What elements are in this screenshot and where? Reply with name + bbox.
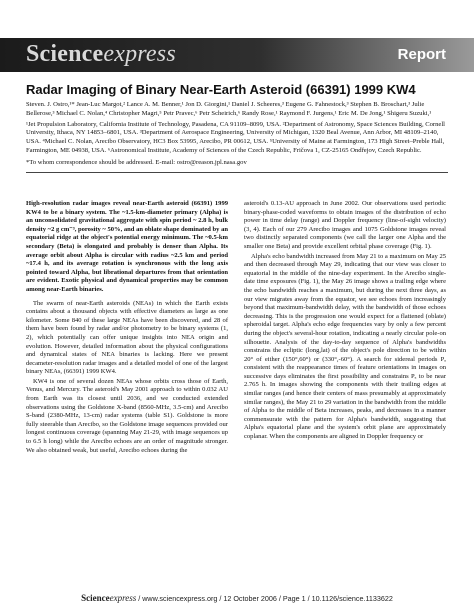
section-label: Report	[397, 46, 446, 63]
journal-logo	[26, 41, 176, 68]
logo-express: express	[103, 41, 176, 67]
article-body	[26, 200, 448, 576]
body-paragraph: KW4 is one of several dozen NEAs whose orbits cross those of Earth, Venus, and Mercury. The asteroid's May 2001 approach to within 0.032 AU from Earth was its closest until 2036, and we conducted extended observations using the Goldstone X-band (8560-MHz, 3.5-cm) and Arecibo S-band (2380-MHz, 13-cm) radar systems (table S1). Goldstone is more fully steerable than Arecibo, so the Goldstone image sequences provided our longest continuous coverage (spanning May 21-29, with image sequences up to 6.5 h long) while the Arecibo echoes are an order of magnitude stronger. We also obtained weak, but useful, Arecibo echoes during the	[26, 377, 228, 454]
page-footer	[0, 593, 474, 603]
footer-logo-science: Science	[81, 593, 110, 603]
footer-logo	[81, 593, 136, 603]
logo-science: Science	[26, 41, 104, 67]
header-divider	[26, 172, 448, 173]
footer-citation: / www.sciencexpress.org / 12 October 2006 / Page 1 / 10.1126/science.1133622	[136, 594, 393, 603]
correspondence-note: *To whom correspondence should be addressed. E-mail: ostro@reason.jpl.nasa.gov	[26, 158, 247, 166]
abstract: High-resolution radar images reveal near-Earth asteroid (66391) 1999 KW4 to be a binary system. The ~1.5-km-diameter primary (Alpha) is an unconsolidated gravitational aggregate with spin period ~ 2.8 h, bulk density ~2 g cm⁻³, porosity ~ 50%, and an oblate shape dominated by an equatorial ridge at the object's potential energy minimum. The ~0.5-km secondary (Beta) is elongated and probably is denser than Alpha. Its average orbit about Alpha is circular with radius ~2.5 km and period ~17.4 h, and its average rotation is synchronous with the long axis pointed toward Alpha, but librational departures from that orientation are evident. Exotic physical and dynamical properties may be common among near-Earth binaries.	[26, 200, 228, 293]
body-paragraph: Alpha's echo bandwidth increased from May 21 to a maximum on May 25 and then decreased through May 29, indicating that our view was closer to equatorial in the middle of the nine-day experiment. In the Arecibo single-date time exposures (Fig. 1), the May 26 image shows a trailing edge where the echo bandwidth reaches a maximum, but during the next three days, as our view migrates away from the equator, we see echoes from increasingly beyond that maximum-bandwidth delay, with the bandwidth of those echoes decreasing. This is the progression one would expect for a flattened (oblate) spheroidal target. Alpha's echo edge frequencies vary by only a few percent during the object's several-hour rotation, indicating a nearly circular pole-on silhouette. Analysis of the day-to-day sequence of Alpha's bandwidths constrains the ecliptic (long,lat) of the object's pole direction to be within 20° of either (150°,60°) or (330°,-60°). A search for sidereal periods Pₐ consistent with the reappearance times of feature orientations in images on successive days eliminates the first possibility and constrains Pₐ to be near 2.765 h. In images showing the components with their trailing edges at similar ranges (and hence their centers of mass presumably at approximately similar ranges), the May 21 to 29 variation in the bandwidth from the middle of Alpha to the middle of Beta increases, peaks, and decreases in a manner commensurate with the pattern for Alpha's bandwidth, suggesting that Alpha's equatorial plane and the system's orbit plane are approximately coplanar. When the components are aligned in Doppler frequency or	[244, 252, 446, 441]
author-list: Steven. J. Ostro,¹* Jean-Luc Margot,² Lance A. M. Benner,¹ Jon D. Giorgini,¹ Daniel J. Scheeres,³ Eugene G. Fahnestock,³ Stephen B. Broschart,³ Julie Bellerose,³ Michael C. Nolan,⁴ Christopher Magri,⁵ Petr Pravec,⁶ Petr Scheirich,⁶ Randy Rose,¹ Raymond F. Jurgens,¹ Eric M. De Jong,¹ Shigeru Suzuki,¹	[26, 101, 432, 117]
body-paragraph: The swarm of near-Earth asteroids (NEAs) in which the Earth exists contains about a thousand objects with effective diameters as large as one kilometer. Some 840 of these large NEAs have been discovered, and 28 of them have been found by radar and/or photometry to be binary systems (1, 2), which potentially can offer unique insights into NEA origin and evolution. However, detailed information about the physical configurations and dynamical states of NEA binaries is lacking. Here we present decameter-resolution radar images and a detailed model of one of the largest binary NEAs, (66391) 1999 KW4.	[26, 299, 228, 376]
body-paragraph: asteroid's 0.13-AU approach in June 2002. Our observations used periodic binary-phase-coded waveforms to obtain images of the distribution of echo power in time delay (range) and Doppler frequency (line-of-sight velocity) (3, 4). Each of our 279 Arecibo images and 1075 Goldstone images reveal two distinctly separated components (we call the larger one Alpha and the smaller one Beta) and provide excellent orbital phase coverage (Fig. 1).	[244, 200, 446, 250]
article-title: Radar Imaging of Binary Near-Earth Asteroid (66391) 1999 KW4	[26, 82, 416, 97]
right-column	[244, 200, 446, 443]
footer-logo-express: express	[109, 593, 137, 603]
article-header	[26, 82, 448, 176]
left-column	[26, 200, 228, 456]
affiliations: ¹Jet Propulsion Laboratory, California Institute of Technology, Pasadena, CA 91109–8099, USA. ²Department of Astronomy, Space Sciences Building, Cornell University, Ithaca, NY 14853–6801, USA. ³Department of Aerospace Engineering, University of Michigan, 1320 Beal Avenue, Ann Arbor, MI 48109–2140, USA. ⁴Michael C. Nolan, Arecibo Observatory, HC3 Box 53995, Arecibo, PR 00612, USA. ⁵University of Maine at Farmington, 173 High Street–Preble Hall, Farmington, ME 04938, USA. ⁶Astronomical Institute, Academy of Sciences of the Czech Republic, Fričova 1, CZ-25165 Ondřejov, Czech Republic.	[26, 120, 446, 154]
journal-banner	[0, 38, 474, 72]
